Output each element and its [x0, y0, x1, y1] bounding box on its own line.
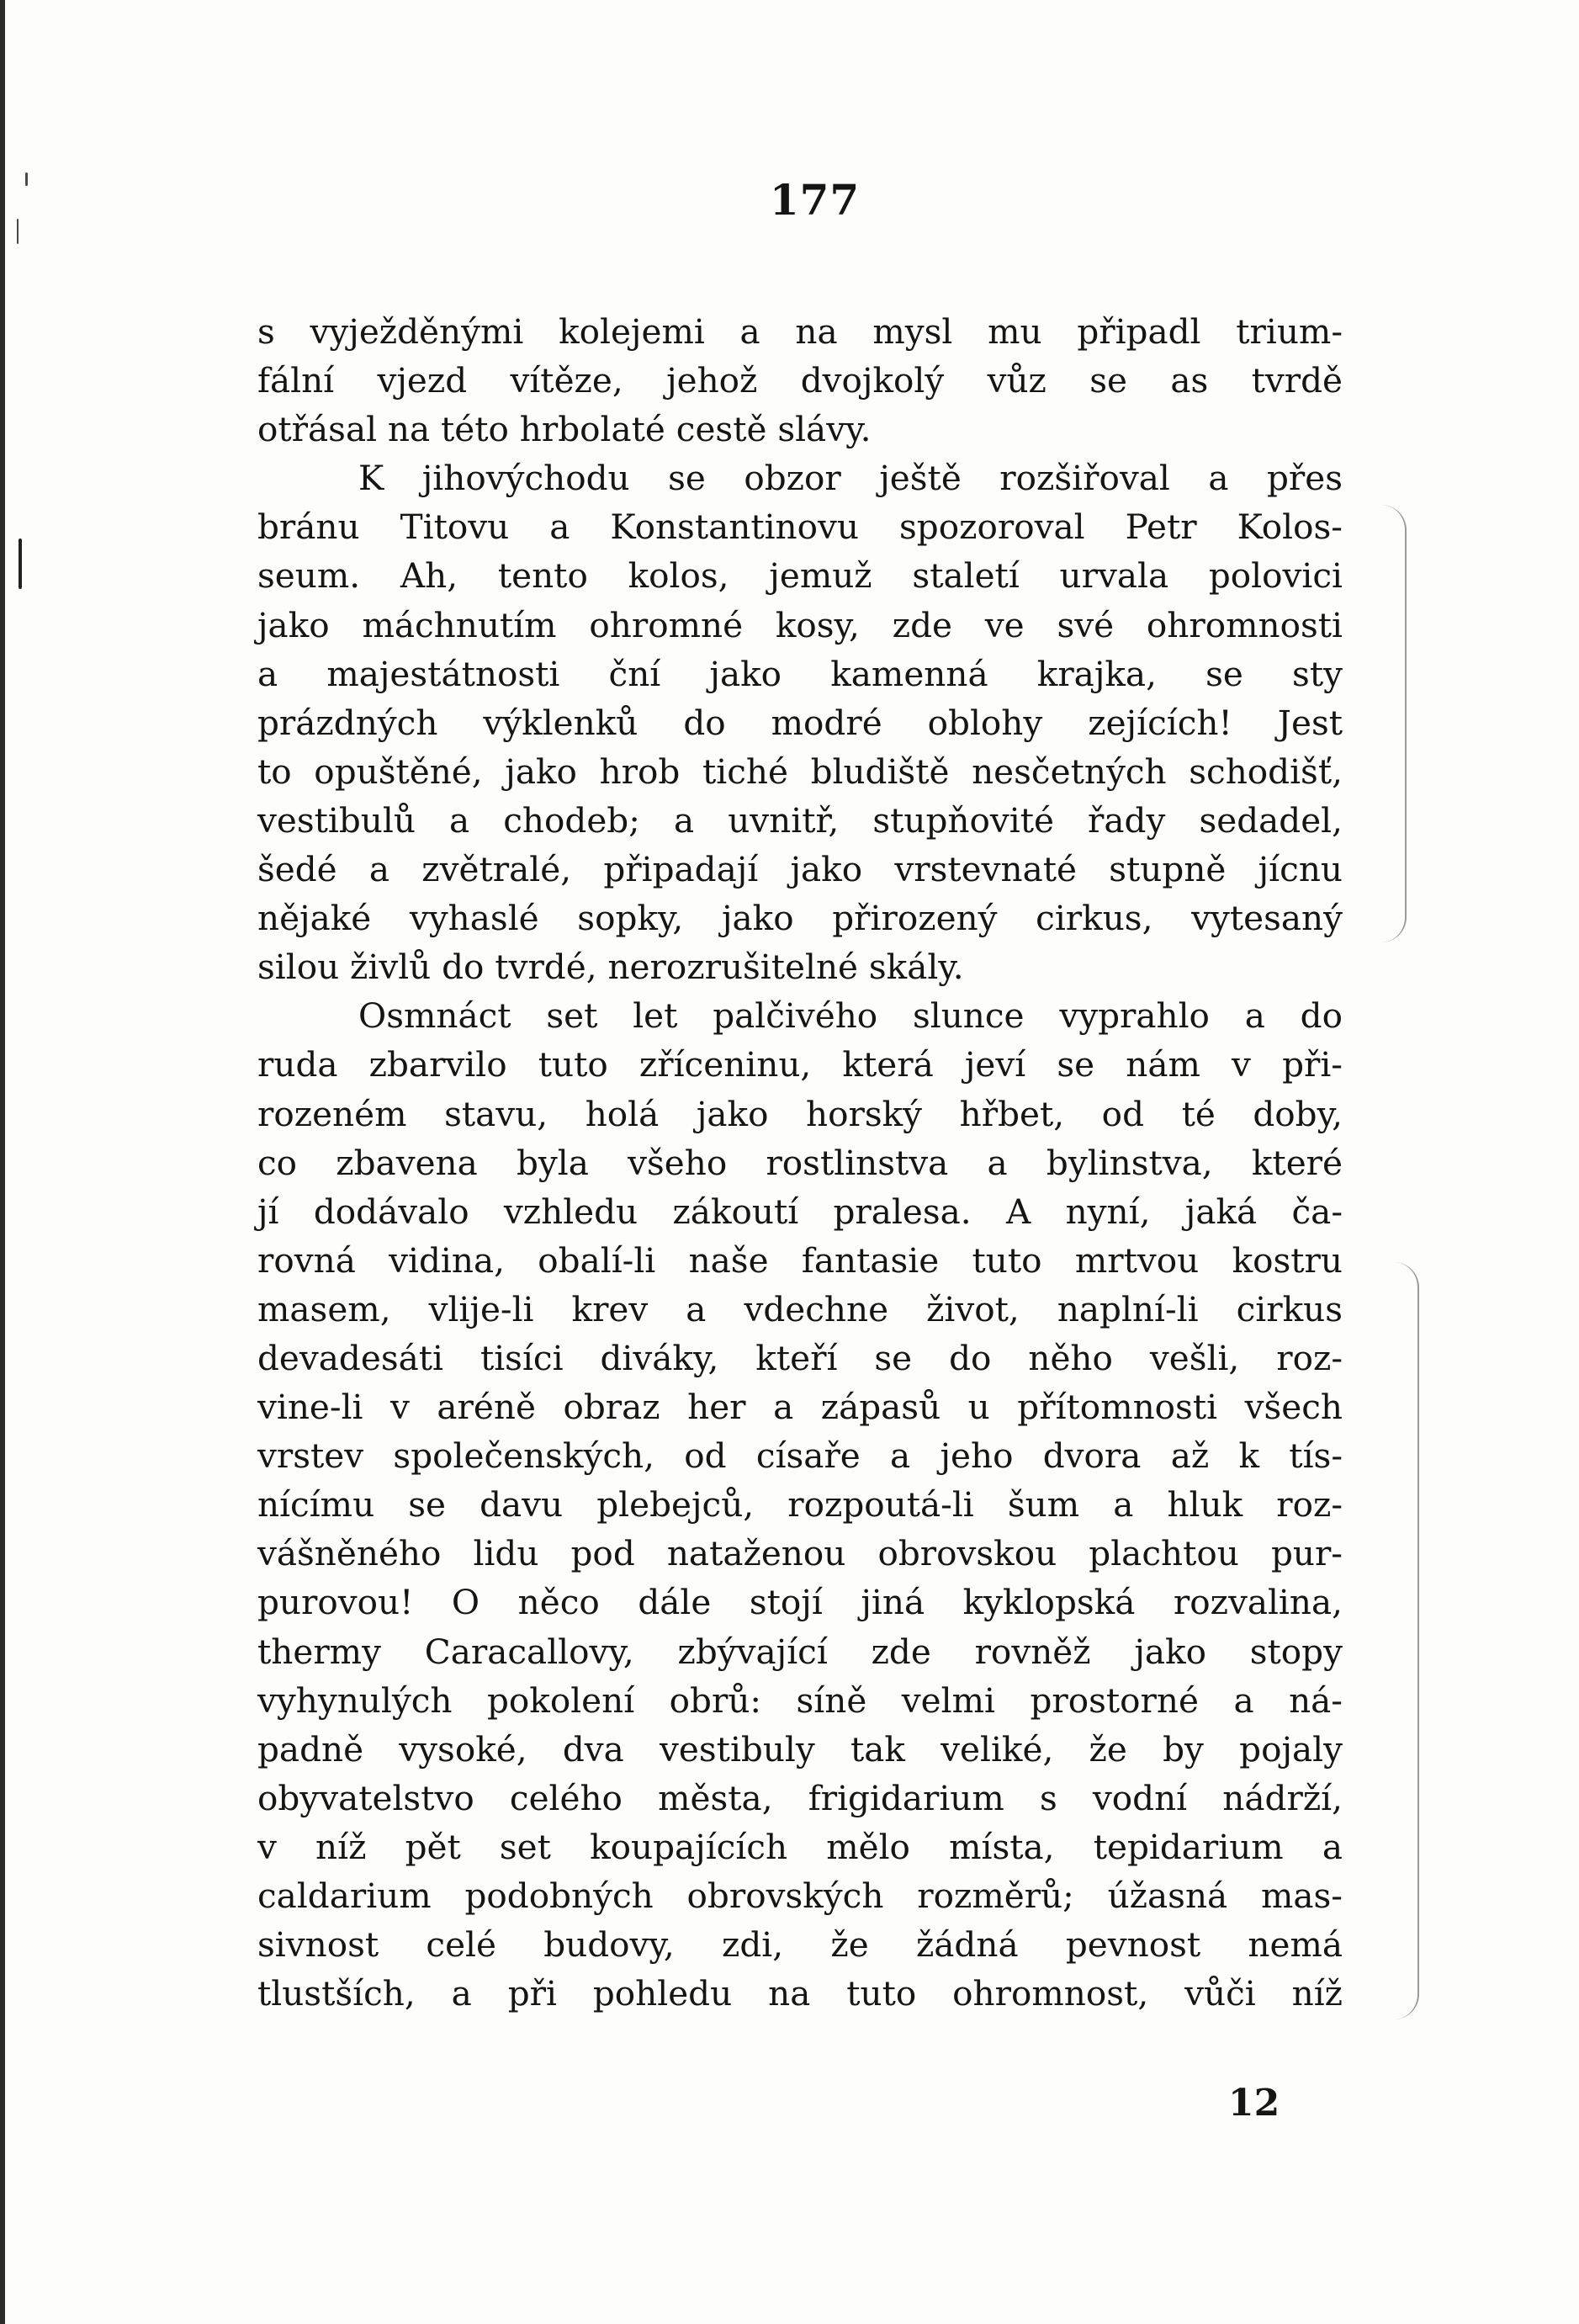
text-line: to opuštěné, jako hrob tiché bludiště nesčetných schodišť, [257, 751, 1343, 792]
text-line: nějaké vyhaslé sopky, jako přirozený cirkus, vytesaný [257, 898, 1343, 939]
text-line: co zbavena byla všeho rostlinstva a bylinstva, které [257, 1142, 1343, 1183]
text-line: ruda zbarvilo tuto zříceninu, která jeví se nám v při- [257, 1044, 1343, 1085]
text-line: sivnost celé budovy, zdi, že žádná pevnost nemá [257, 1924, 1343, 1966]
text-line: s vyježděnými kolejemi a na mysl mu připadl trium- [257, 311, 1343, 352]
text-line: K jihovýchodu se obzor ještě rozšiřoval a přes [358, 458, 1343, 499]
text-line: a majestátnosti ční jako kamenná krajka, se sty [257, 653, 1343, 694]
text-line: vášněného lidu pod nataženou obrovskou plachtou pur- [257, 1533, 1343, 1574]
body-text [257, 307, 1343, 2018]
scan-edge-left [0, 0, 5, 2324]
text-line: fální vjezd vítěze, jehož dvojkolý vůz se as tvrdě [257, 360, 1343, 401]
text-line: vestibulů a chodeb; a uvnitř, stupňovité řady sedadel, [257, 799, 1343, 841]
text-line: silou živlů do tvrdé, nerozrušitelné skály. [257, 947, 964, 988]
text-line: vyhynulých pokolení obrů: síně velmi prostorné a ná- [257, 1679, 1343, 1721]
text-line: rozeném stavu, holá jako horský hřbet, od té doby, [257, 1093, 1343, 1134]
text-line: v níž pět set koupajících mělo místa, tepidarium a [257, 1826, 1343, 1867]
text-line: caldarium podobných obrovských rozměrů; úžasná mas- [257, 1876, 1343, 1916]
text-line: jí dodávalo vzhledu zákoutí pralesa. A nyní, jaká ča- [257, 1191, 1343, 1232]
text-line: seum. Ah, tento kolos, jemuž staletí urvala polovici [257, 555, 1343, 597]
text-line: otřásal na této hrbolaté cestě slávy. [257, 409, 872, 450]
text-line: thermy Caracallovy, zbývající zde rovněž jako stopy [257, 1631, 1343, 1672]
text-line: vine-li v aréně obraz her a zápasů u přítomnosti všech [257, 1387, 1343, 1428]
text-line: rovná vidina, obalí-li naše fantasie tuto mrtvou kostru [257, 1239, 1343, 1281]
scan-mark [17, 219, 19, 244]
scan-edge-right-curve [1380, 505, 1407, 942]
text-line: devadesáti tisíci diváky, kteří se do něho vešli, roz- [257, 1337, 1343, 1378]
text-line: masem, vlije-li krev a vdechne život, naplní-li cirkus [257, 1288, 1343, 1329]
text-line: nícímu se davu plebejců, rozpoutá-li šum a hluk roz- [257, 1484, 1343, 1525]
text-line: padně vysoké, dva vestibuly tak veliké, že by pojaly [257, 1728, 1343, 1770]
text-line: šedé a zvětralé, připadají jako vrstevnaté stupně jícnu [257, 849, 1343, 890]
text-line: vrstev společenských, od císaře a jeho dvora až k tís- [257, 1435, 1343, 1477]
scan-edge-right-curve [1388, 1262, 1419, 2019]
text-line: bránu Titovu a Konstantinovu spozoroval Petr Kolos- [257, 507, 1343, 548]
text-line: obyvatelstvo celého města, frigidarium s vodní nádrží, [257, 1777, 1343, 1818]
text-line: tlustších, a při pohledu na tuto ohromnost, vůči níž [257, 1973, 1343, 2014]
page-number: 177 [769, 175, 861, 225]
text-line: Osmnáct set let palčivého slunce vyprahlo a do [358, 995, 1343, 1037]
text-line: jako máchnutím ohromné kosy, zde ve své ohromnosti [257, 604, 1343, 645]
signature-mark: 12 [1228, 2082, 1280, 2125]
scan-mark [19, 539, 22, 589]
text-line: purovou! O něco dále stojí jiná kyklopská rozvalina, [257, 1582, 1343, 1623]
text-line: prázdných výklenků do modré oblohy zejících! Jest [257, 702, 1343, 743]
